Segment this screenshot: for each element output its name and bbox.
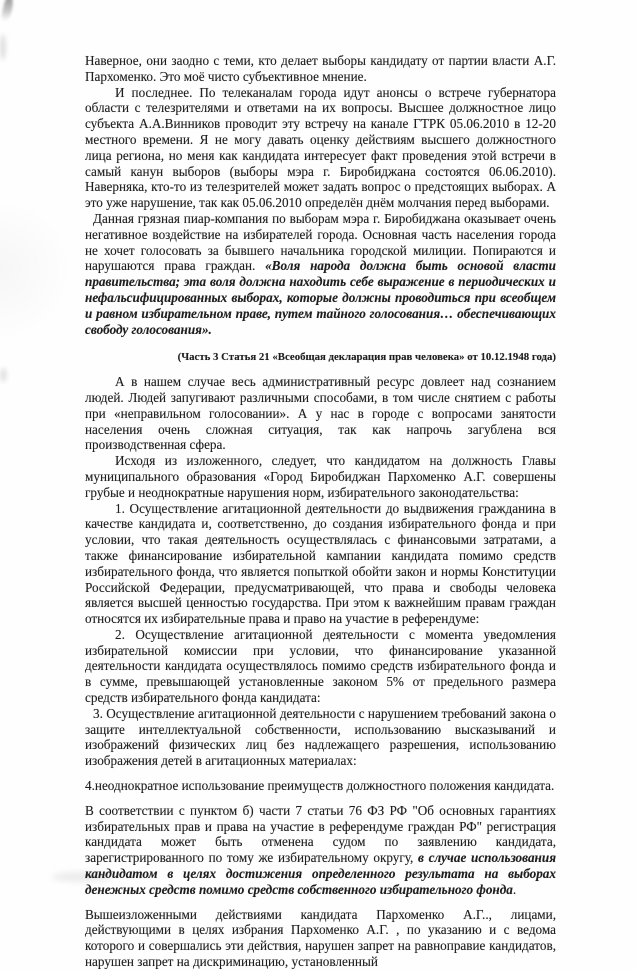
law-reference-period: . (512, 881, 517, 897)
scan-smudge-left-middle (0, 368, 7, 382)
citation-line: (Часть 3 Статья 21 «Всеобщая декларация прав человека» от 10.12.1948 года) (177, 351, 556, 364)
violation-item-3: 3. Осуществление агитационной деятельности с нарушением требований закона о защите интеллектуальной собственности, использованию высказываний и изображений физических лиц без надлежащего разрешения, использованию изображения детей в агитационных материалах: (85, 705, 556, 769)
violation-item-4: 4.неоднократное использование преимуществ должностного положения кандидата. (85, 778, 555, 794)
paragraph-subjective-opinion: Наверное, они заодно с теми, кто делает выборы кандидату от партии власти А.Г. Пархоменко. Это моё чисто субъективное мнение. (85, 53, 556, 84)
declaration-quote: «Воля народа должна быть основой власти правительства; эта воля должна находить себе выражение в периодических и нефальсифицированных выборах, которые должны проводиться при всеобщем и равном избирательном праве, путем тайного голосования… обеспечивающих свободу голосования». (85, 258, 556, 337)
paragraph-tv-announcement: И последнее. По телеканалам города идут анонсы о встрече губернатора области с телезрителями и ответами на их вопросы. Высшее должностное лицо субъекта А.А.Винников проводит эту встречу на канале ГТРК 05.06.2010 в 12-20 местного времени. Я не могу давать оценку действиям высшего должностного лица региона, но меня как кандидата интересует факт проведения этой встречи в самый канун выборов (выборы мэра г. Биробиджана состоятся 06.06.2010). Наверняка, кто-то из телезрителей может задать вопрос о предстоящих выборах. А это уже нарушение, так как 05.06.2010 определён днём молчания перед выборами. (85, 84, 556, 211)
law-reference-emphasis: в случае использования кандидатом в целях достижения определенного результата на выборах денежных средств помимо средств собственного избирательного фонда (85, 850, 556, 897)
law-reference-text: В соответствии с пунктом б) части 7 статьи 76 ФЗ РФ "Об основных гарантиях избирательных прав и права на участие в референдуме граждан РФ" регистрация кандидата может быть отменена судом по заявлению кандидата, зарегистрированного по тому же избирательному округу, (85, 802, 556, 866)
violation-item-1: 1. Осуществление агитационной деятельности до выдвижения гражданина в качестве кандидата и, соответственно, до создания избирательного фонда и при условии, что такая деятельность осуществлялась с финансовыми затратами, а также финансирование избирательной кампании кандидата помимо средств избирательного фонда, что является попыткой обойти закон и нормы Конституции Российской Федерации, предусматривающей, что права и свободы человека является высшей ценностью государства. При этом к важнейшим правам граждан относятся их избирательные права и право на участие в референдуме: (85, 500, 556, 627)
paragraph-pr-campaign (85, 211, 556, 337)
paragraph-law-reference (85, 803, 556, 898)
document-text-block (85, 53, 556, 970)
paragraph-admin-resource: А в нашем случае весь административный ресурс довлеет над сознанием людей. Людей запугивают различными способами, в том числе снятием с работы при «неправильном голосовании». А у нас в городе с вопросами занятости населения очень сложная ситуация, так как напрочь загублена вся производственная сфера. (85, 374, 556, 453)
scan-smudge-top-left (0, 0, 14, 23)
pr-campaign-text: Данная грязная пиар-компания по выборам мэра г. Биробиджана оказывает очень негативное воздействие на избирателей города. Основная часть населения города не хочет голосовать за бывшего начальника городской милиции. Попираются и нарушаются права граждан. (85, 210, 556, 274)
paragraph-final-accusation: Вышеизложенными действиями кандидата Пархоменко А.Г.., лицами, действующими в целях избрания Пархоменко А.Г. , по указанию и с ведома которого и совершались эти действия, нарушен запрет на равноправие кандидатов, нарушен запрет на дискриминацию, установленный (85, 906, 556, 970)
paragraph-violations-intro: Исходя из изложенного, следует, что кандидатом на должность Главы муниципального образования «Город Биробиджан Пархоменко А.Г. совершены грубые и неоднократные нарушения норм, избирательного законодательства: (85, 453, 556, 500)
violation-item-2: 2. Осуществление агитационной деятельности с момента уведомления избирательной комиссии при условии, что финансирование указанной деятельности кандидата осуществлялось помимо средств избирательного фонда и в сумме, превышающей установленные законом 5% от предельного размера средств избирательного фонда кандидата: (85, 626, 556, 706)
scan-smudge-left-edge (0, 34, 6, 60)
